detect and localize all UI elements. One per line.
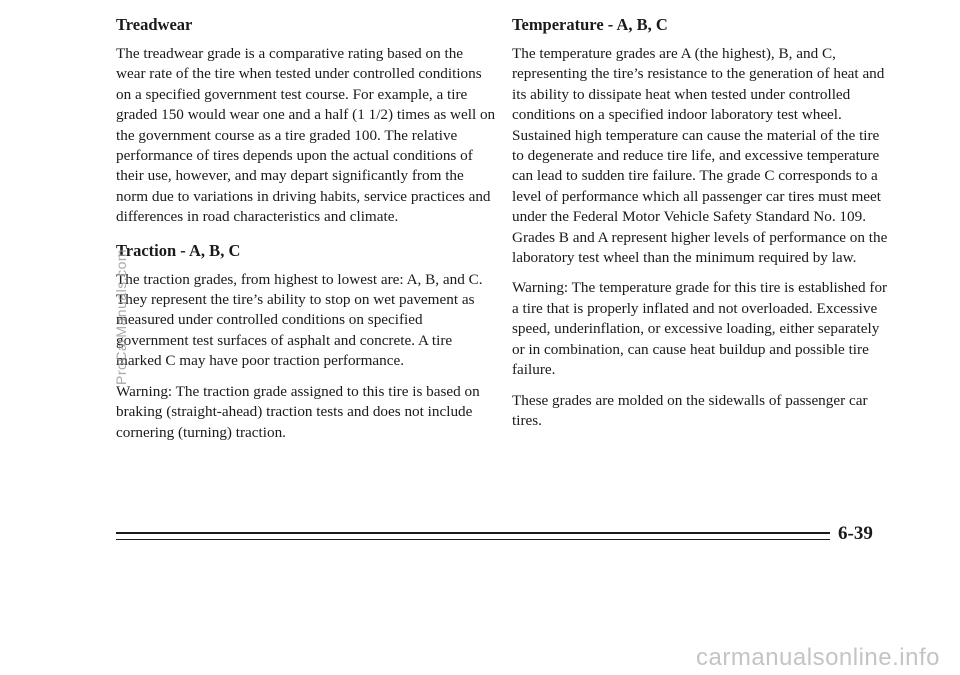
right-column <box>512 14 892 443</box>
treadwear-section <box>116 14 496 228</box>
traction-section <box>116 240 496 443</box>
traction-warning: Warning: The traction grade assigned to this tire is based on braking (straight-ahead) traction tests and does not include cornering (turning) traction. <box>116 382 480 441</box>
temperature-heading: Temperature - A, B, C <box>512 15 668 34</box>
footer-watermark: carmanualsonline.info <box>696 644 940 671</box>
traction-body: The traction grades, from highest to lowest are: A, B, and C. They represent the tire’s ability to stop on wet pavement as measured under controlled conditions on specified government test surfaces of asphalt and concrete. A tire marked C may have poor traction performance. <box>116 270 483 370</box>
page-number: 6-39 <box>838 523 873 544</box>
temperature-body: The temperature grades are A (the highest), B, and C, representing the tire’s resistance to the generation of heat and its ability to dissipate heat when tested under controlled conditions on a specified indoor laboratory test wheel. Sustained high temperature can cause the material of the tire to degenerate and reduce tire life, and excessive temperature can lead to sudden tire failure. The grade C corresponds to a level of performance which all passenger car tires must meet under the Federal Motor Vehicle Safety Standard No. 109. Grades B and A represent higher levels of performance on the laboratory test wheel than the minimum required by law. <box>512 45 888 267</box>
temperature-note: These grades are molded on the sidewalls of passenger car tires. <box>512 391 868 429</box>
temperature-section <box>512 14 892 431</box>
side-watermark: ProCarManuals.com <box>113 248 129 385</box>
treadwear-body: The treadwear grade is a comparative rating based on the wear rate of the tire when tested under controlled conditions on a specified government test course. For example, a tire graded 150 would wear one and a half (1 1/2) times as well on the government course as a tire graded 100. The relative performance of tires depends upon the actual conditions of their use, however, and may depart significantly from the norm due to variations in driving habits, service practices and differences in road characteristics and climate. <box>116 45 496 226</box>
footer-rule-thick <box>116 532 830 534</box>
left-column <box>116 14 496 455</box>
temperature-warning: Warning: The temperature grade for this tire is established for a tire that is properly inflated and not overloaded. Excessive speed, underinflation, or excessive loading, either separately or in combination, can cause heat buildup and possible tire failure. <box>512 279 888 379</box>
treadwear-heading: Treadwear <box>116 15 193 34</box>
traction-heading: Traction - A, B, C <box>116 240 241 260</box>
footer-rule-thin <box>116 539 830 540</box>
